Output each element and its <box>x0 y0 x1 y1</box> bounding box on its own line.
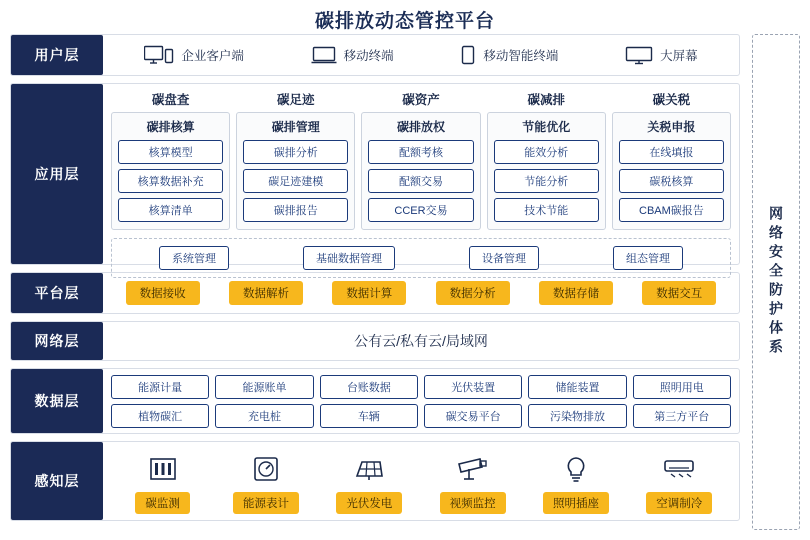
layer-platform <box>10 272 740 314</box>
laptop-icon <box>311 45 337 65</box>
sense-item-video-surveillance[interactable] <box>423 452 523 514</box>
app-item[interactable]: 碳足迹建模 <box>243 169 348 193</box>
energy-meter-icon <box>251 452 281 486</box>
data-item[interactable]: 储能装置 <box>528 375 626 399</box>
data-row-1 <box>111 375 731 399</box>
app-item[interactable]: 配额考核 <box>368 140 473 164</box>
data-item[interactable]: 充电桩 <box>215 404 313 428</box>
app-column-carbon-reduction <box>487 90 606 230</box>
layer-data <box>10 368 740 434</box>
security-band <box>752 34 800 530</box>
sense-item-label: 碳监测 <box>135 492 190 514</box>
app-footer-item[interactable]: 基础数据管理 <box>303 246 395 270</box>
app-column-title: 碳资产 <box>402 93 440 107</box>
security-band-label: 网络安全防护体系 <box>768 206 784 358</box>
app-footer-group <box>111 238 731 278</box>
app-item[interactable]: 碳排分析 <box>243 140 348 164</box>
platform-item[interactable]: 数据分析 <box>436 281 510 305</box>
app-item[interactable]: 碳税核算 <box>619 169 724 193</box>
layer-application <box>10 83 740 265</box>
data-item[interactable]: 车辆 <box>320 404 418 428</box>
app-column-title: 碳足迹 <box>277 93 315 107</box>
app-item[interactable]: 核算模型 <box>118 140 223 164</box>
user-item-label: 移动智能终端 <box>483 49 559 63</box>
layer-application-body <box>103 84 739 264</box>
app-item[interactable]: 配额交易 <box>368 169 473 193</box>
solar-panel-icon <box>353 452 385 486</box>
desktop-mobile-icon <box>144 45 174 65</box>
page-title: 碳排放动态管控平台 <box>314 11 495 32</box>
layer-network-body <box>103 322 739 360</box>
layer-user-label: 用户层 <box>11 35 103 75</box>
app-column-subtitle: 碳排管理 <box>271 120 320 134</box>
data-item[interactable]: 光伏装置 <box>424 375 522 399</box>
data-item[interactable]: 第三方平台 <box>633 404 731 428</box>
user-item-smart-mobile-terminal[interactable] <box>460 45 558 65</box>
app-column-subtitle: 关税申报 <box>647 120 696 134</box>
carbon-monitor-icon <box>148 452 178 486</box>
app-item[interactable]: 节能分析 <box>494 169 599 193</box>
platform-item[interactable]: 数据存储 <box>539 281 613 305</box>
app-item[interactable]: 在线填报 <box>619 140 724 164</box>
app-footer-item[interactable]: 系统管理 <box>159 246 229 270</box>
app-column-title: 碳减排 <box>527 93 565 107</box>
platform-item[interactable]: 数据解析 <box>229 281 303 305</box>
app-item[interactable]: CCER交易 <box>368 198 473 222</box>
layer-sense-body <box>103 442 739 520</box>
app-column-title: 碳关税 <box>652 93 691 107</box>
sense-item-label: 光伏发电 <box>336 492 402 514</box>
layer-application-label: 应用层 <box>11 84 103 264</box>
layer-network <box>10 321 740 361</box>
sense-item-energy-meter[interactable] <box>216 452 316 514</box>
app-column-carbon-inventory <box>111 90 230 230</box>
app-column-carbon-asset <box>361 90 480 230</box>
data-item[interactable]: 能源账单 <box>215 375 313 399</box>
app-footer-item[interactable]: 设备管理 <box>469 246 539 270</box>
app-footer-item[interactable]: 组态管理 <box>613 246 683 270</box>
app-column-subtitle: 碳排放权 <box>397 120 446 134</box>
app-item[interactable]: 核算清单 <box>118 198 223 222</box>
sense-item-label: 照明插座 <box>543 492 609 514</box>
layer-platform-body <box>103 273 739 313</box>
sense-item-label: 视频监控 <box>440 492 506 514</box>
platform-item[interactable]: 数据交互 <box>642 281 716 305</box>
platform-item[interactable]: 数据接收 <box>126 281 200 305</box>
user-item-enterprise-client[interactable] <box>144 45 244 65</box>
sense-item-lighting-socket[interactable] <box>526 452 626 514</box>
data-item[interactable]: 照明用电 <box>633 375 731 399</box>
sense-item-carbon-monitor[interactable] <box>113 452 213 514</box>
sense-item-label: 能源表计 <box>233 492 299 514</box>
layer-data-body <box>103 369 739 433</box>
layer-user <box>10 34 740 76</box>
app-item[interactable]: 核算数据补充 <box>118 169 223 193</box>
app-item[interactable]: 技术节能 <box>494 198 599 222</box>
app-column-title: 碳盘查 <box>151 93 190 107</box>
lightbulb-icon <box>563 452 589 486</box>
data-item[interactable]: 植物碳汇 <box>111 404 209 428</box>
sense-item-air-conditioning[interactable] <box>629 452 729 514</box>
app-column-subtitle: 碳排核算 <box>146 120 195 134</box>
layer-data-label: 数据层 <box>11 369 103 433</box>
user-item-mobile-terminal[interactable] <box>311 45 394 65</box>
sense-item-solar-power[interactable] <box>319 452 419 514</box>
layer-platform-label: 平台层 <box>11 273 103 313</box>
data-item[interactable]: 碳交易平台 <box>424 404 522 428</box>
data-item[interactable]: 台账数据 <box>320 375 418 399</box>
user-item-label: 移动终端 <box>343 49 394 63</box>
layers-board <box>10 34 740 528</box>
platform-item[interactable]: 数据计算 <box>332 281 406 305</box>
big-screen-icon <box>625 45 653 65</box>
user-item-label: 企业客户端 <box>181 49 244 63</box>
cctv-camera-icon <box>456 452 490 486</box>
sense-item-label: 空调制冷 <box>646 492 712 514</box>
network-text: 公有云/私有云/局域网 <box>354 333 488 349</box>
data-item[interactable]: 能源计量 <box>111 375 209 399</box>
layer-sense <box>10 441 740 521</box>
air-conditioner-icon <box>662 452 696 486</box>
layer-user-body <box>103 35 739 75</box>
data-row-2 <box>111 404 731 428</box>
layer-network-label: 网络层 <box>11 322 103 360</box>
app-column-subtitle: 节能优化 <box>522 120 571 134</box>
layer-sense-label: 感知层 <box>11 442 103 520</box>
app-item[interactable]: CBAM碳报告 <box>619 198 724 222</box>
app-column-carbon-tariff <box>612 90 731 230</box>
smartphone-icon <box>460 45 476 65</box>
user-item-label: 大屏幕 <box>660 49 698 63</box>
app-column-carbon-footprint <box>236 90 355 230</box>
data-item[interactable]: 污染物排放 <box>528 404 626 428</box>
app-item[interactable]: 能效分析 <box>494 140 599 164</box>
app-item[interactable]: 碳排报告 <box>243 198 348 222</box>
user-item-big-screen[interactable] <box>625 45 698 65</box>
